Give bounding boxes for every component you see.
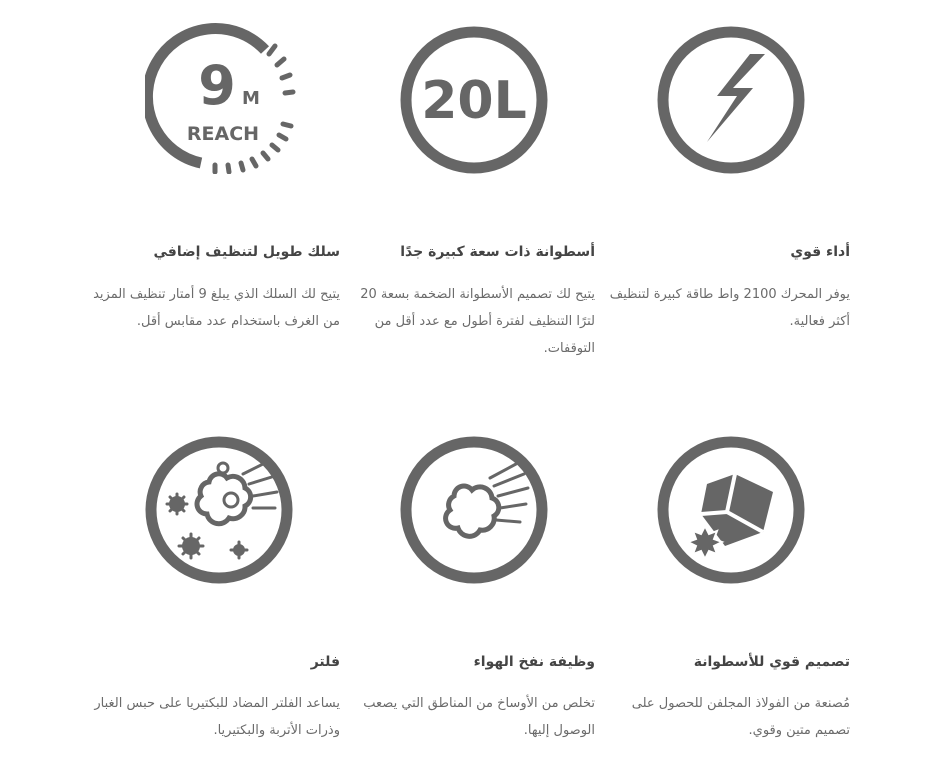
- feature-title: أسطوانة ذات سعة كبيرة جدًا: [400, 244, 595, 260]
- icon-reach-label: REACH: [186, 123, 260, 145]
- feature-description: يتيح لك السلك الذي يبلغ 9 أمتار تنظيف المزيد من الغرف باستخدام عدد مقابس أقل.: [93, 287, 340, 329]
- feature-title: وظيفة نفخ الهواء: [473, 654, 595, 670]
- icon-m-unit: M: [242, 88, 260, 109]
- feature-description: تخلص من الأوساخ من المناطق التي يصعب الوصول إليها.: [363, 696, 595, 738]
- feature-title: تصميم قوي للأسطوانة: [693, 654, 850, 670]
- feature-title: أداء قوي: [790, 244, 850, 260]
- feature-title: سلك طويل لتنظيف إضافي: [153, 244, 340, 260]
- feature-air-blow: [345, 0, 595, 776]
- air-blow-icon: [398, 434, 550, 586]
- feature-description: يوفر المحرك 2100 واط طاقة كبيرة لتنظيف أكثر فعالية.: [609, 287, 850, 329]
- feature-description: يساعد الفلتر المضاد للبكتيريا على حبس الغبار وذرات الأتربة والبكتيريا.: [94, 696, 340, 738]
- feature-filter: [90, 0, 340, 776]
- feature-description: مُصنعة من الفولاذ المجلفن للحصول على تصميم متين وقوي.: [631, 696, 850, 738]
- filter-icon: [143, 434, 295, 586]
- icon-9-number: 9: [198, 54, 236, 117]
- feature-title: فلتر: [310, 654, 340, 670]
- cube-impact-icon: [655, 434, 807, 586]
- feature-robust-drum: [600, 0, 850, 776]
- feature-description: يتيح لك تصميم الأسطوانة الضخمة بسعة 20 لترًا التنظيف لفترة أطول مع عدد أقل من التوقفات.: [360, 287, 595, 356]
- icon-20l-text: 20L: [421, 71, 527, 131]
